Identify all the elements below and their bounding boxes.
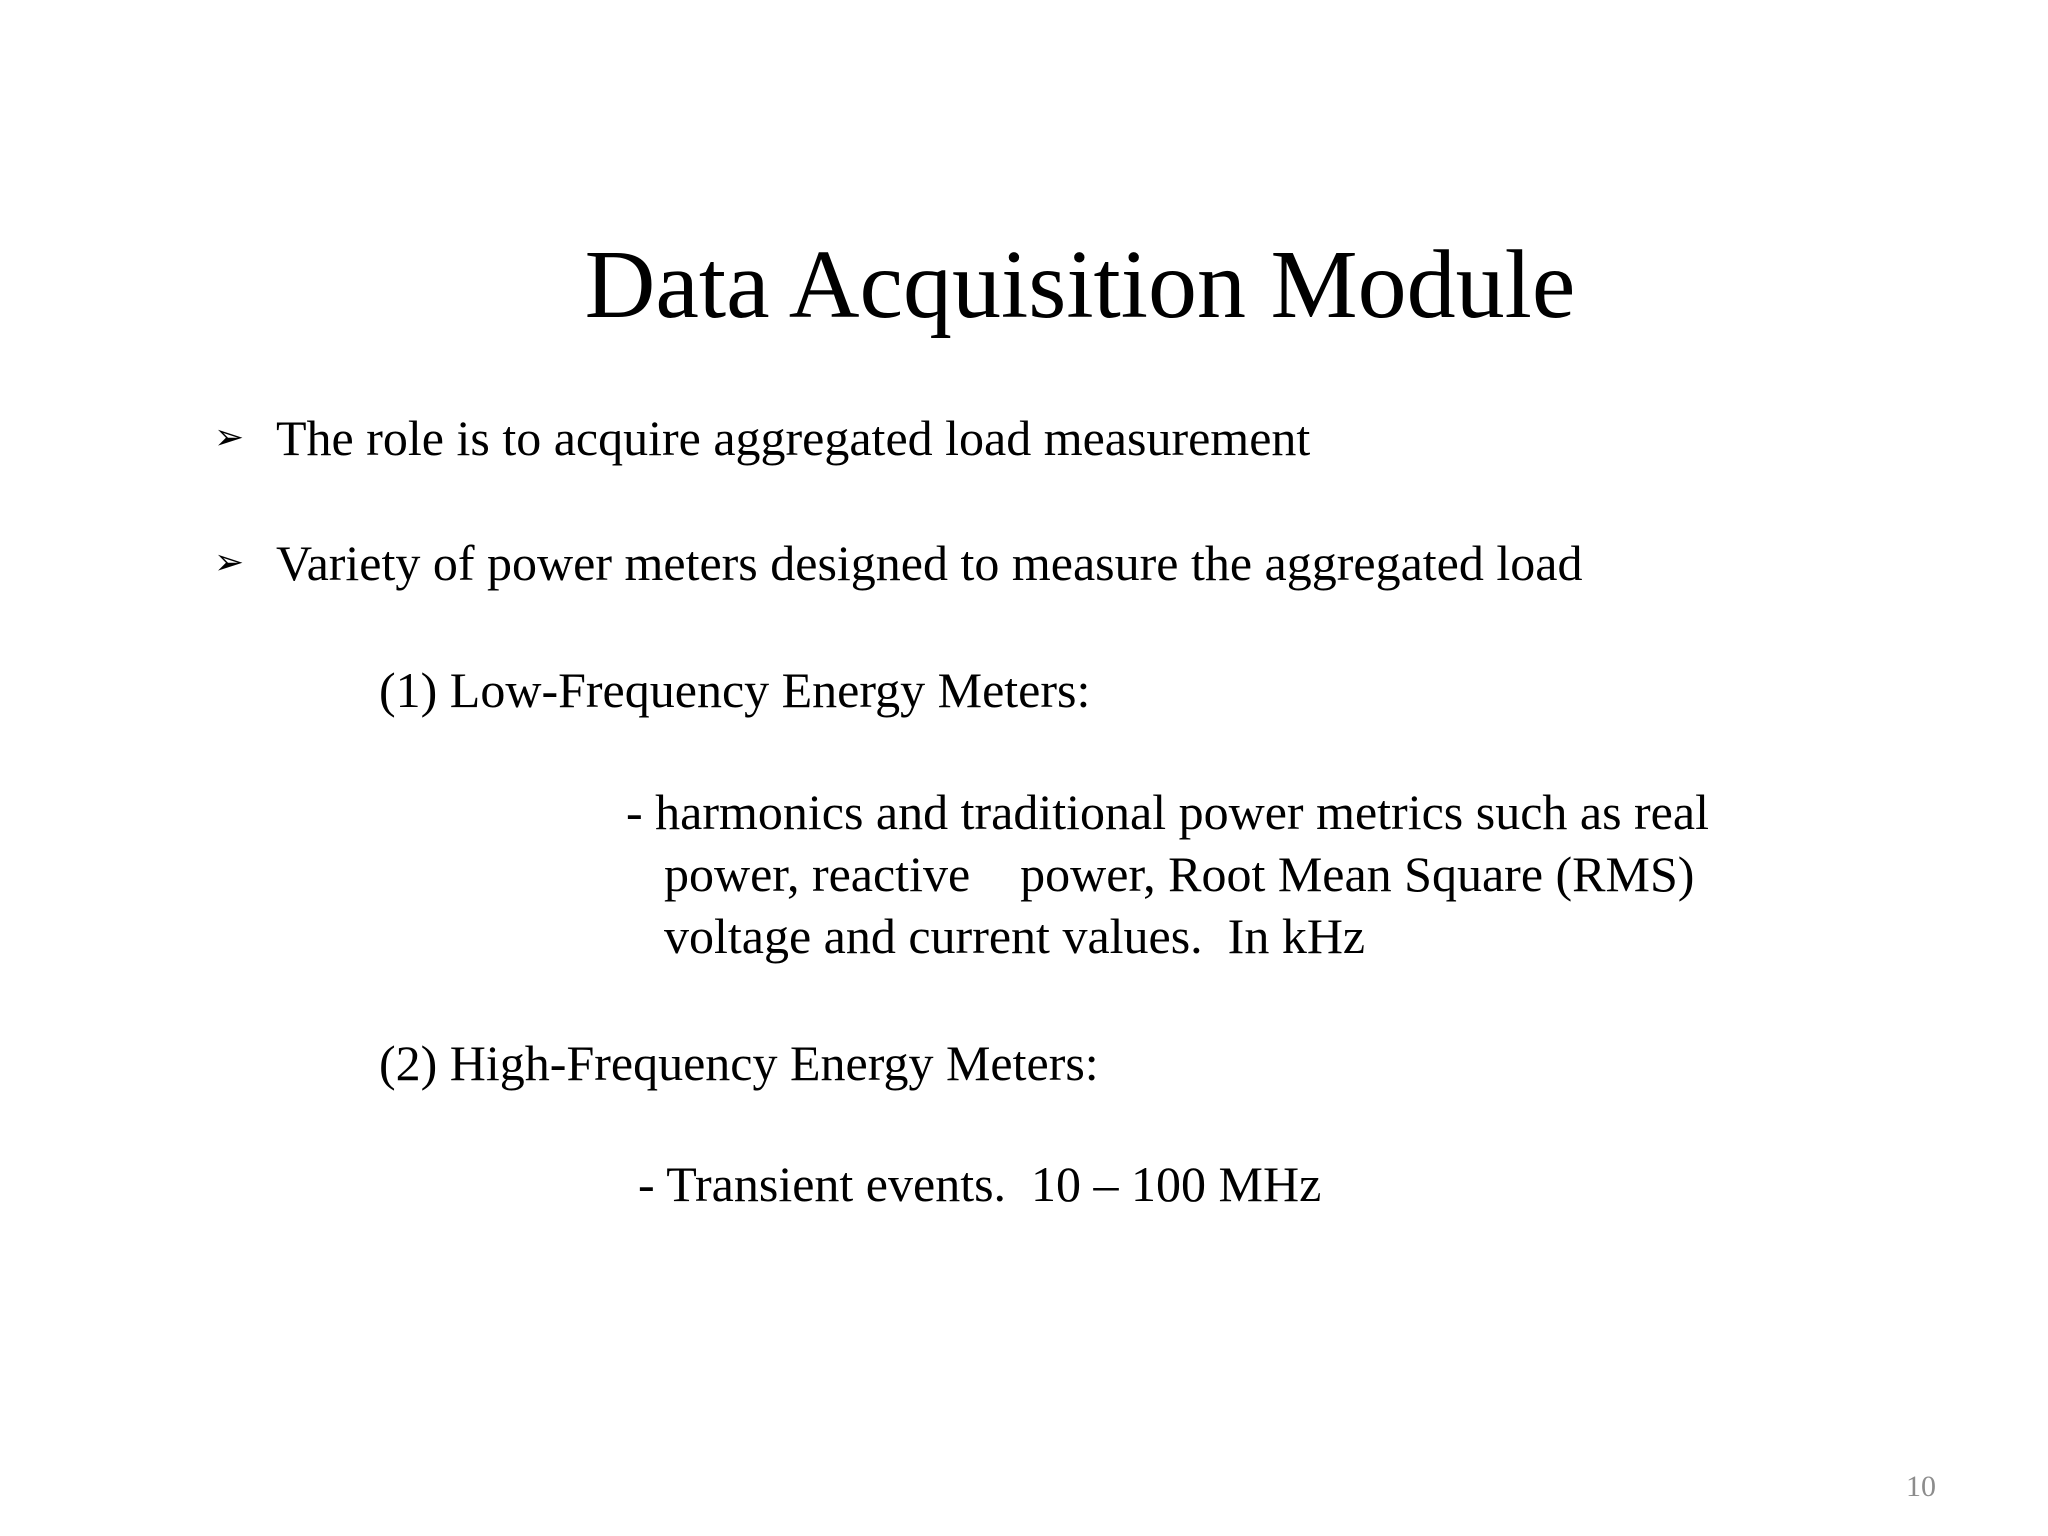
bullet-item-variety (214, 533, 1582, 593)
low-frequency-detail-line: power, reactive power, Root Mean Square (RMS) (664, 846, 1695, 902)
bullet-text: The role is to acquire aggregated load measurement (276, 410, 1311, 466)
bullet-text: Variety of power meters designed to measure the aggregated load (276, 535, 1583, 591)
low-frequency-detail-line: - harmonics and traditional power metrics such as real (626, 784, 1709, 840)
high-frequency-heading: (2) High-Frequency Energy Meters: (379, 1035, 1099, 1091)
bullet-item-role (214, 408, 1310, 468)
arrow-bullet-icon: ➢ (214, 417, 245, 458)
high-frequency-detail-line: - Transient events. 10 – 100 MHz (638, 1156, 1322, 1212)
page-number: 10 (1906, 1470, 1936, 1503)
low-frequency-detail-line: voltage and current values. In kHz (664, 908, 1366, 964)
slide-title: Data Acquisition Module (584, 231, 1576, 339)
arrow-bullet-icon: ➢ (214, 542, 245, 583)
low-frequency-heading: (1) Low-Frequency Energy Meters: (379, 662, 1091, 718)
